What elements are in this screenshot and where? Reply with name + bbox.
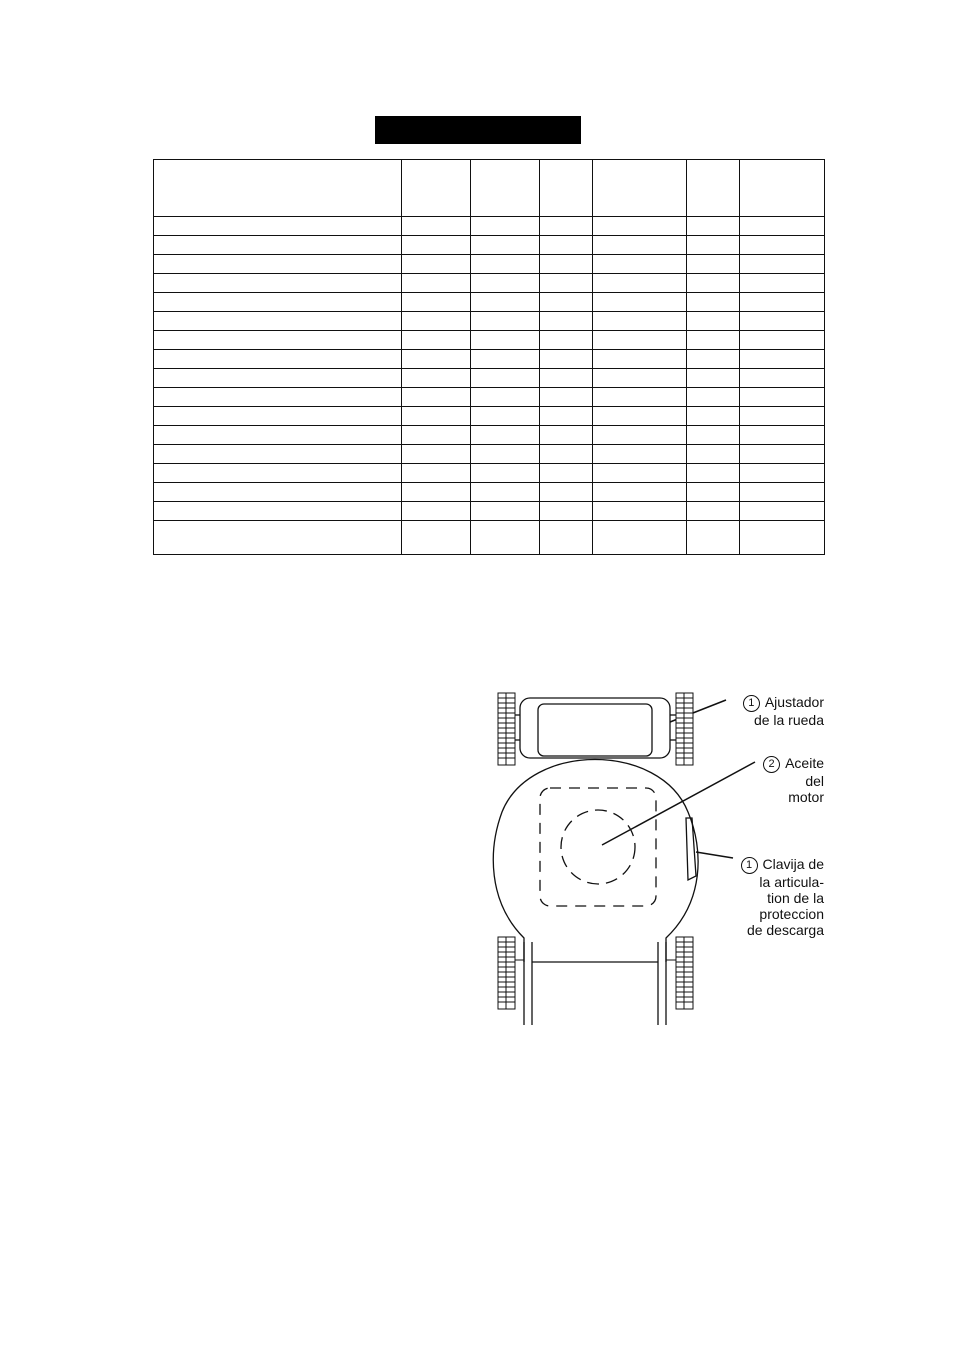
table-cell — [154, 293, 402, 312]
table-row — [154, 407, 825, 426]
table-row — [154, 217, 825, 236]
table-cell — [540, 274, 593, 293]
table-cell — [402, 274, 471, 293]
maintenance-schedule-table — [153, 159, 825, 555]
table-row — [154, 388, 825, 407]
table-cell — [593, 445, 687, 464]
table-cell — [687, 407, 740, 426]
discharge-guard-pin — [686, 818, 696, 880]
table-cell — [740, 160, 825, 217]
table-cell — [593, 350, 687, 369]
table-cell — [154, 312, 402, 331]
table-cell — [402, 160, 471, 217]
table-cell — [740, 350, 825, 369]
table-cell — [687, 521, 740, 555]
front-housing-inner — [538, 704, 652, 756]
table-cell — [402, 407, 471, 426]
table-cell — [540, 160, 593, 217]
callout-number-1: 1 — [741, 857, 758, 874]
table-cell — [740, 483, 825, 502]
table-cell — [687, 388, 740, 407]
table-cell — [593, 502, 687, 521]
table-cell — [740, 236, 825, 255]
table-cell — [540, 331, 593, 350]
table-cell — [687, 217, 740, 236]
table-cell — [154, 274, 402, 293]
table-cell — [740, 274, 825, 293]
label-wheel-adjuster: 1 Ajustador de la rueda — [743, 694, 824, 728]
table-cell — [471, 160, 540, 217]
table-row — [154, 274, 825, 293]
table-cell — [540, 350, 593, 369]
wheel-rear-right — [676, 937, 693, 1009]
table-cell — [740, 445, 825, 464]
table-cell — [154, 255, 402, 274]
label-engine-oil: 2 Aceite del motor — [763, 755, 824, 805]
table-cell — [154, 483, 402, 502]
table-cell — [687, 445, 740, 464]
table-cell — [740, 426, 825, 445]
table-cell — [687, 350, 740, 369]
table-cell — [687, 236, 740, 255]
table-cell — [540, 236, 593, 255]
table-cell — [687, 160, 740, 217]
table-cell — [593, 426, 687, 445]
table-cell — [402, 388, 471, 407]
table-cell — [402, 369, 471, 388]
table-cell — [154, 521, 402, 555]
table-cell — [593, 483, 687, 502]
table-body — [154, 160, 825, 555]
handle-bar-right — [658, 942, 666, 1025]
table-cell — [471, 217, 540, 236]
engine-outline — [540, 788, 656, 906]
table-row — [154, 236, 825, 255]
table-cell — [687, 312, 740, 331]
table-row — [154, 483, 825, 502]
table-cell — [540, 312, 593, 331]
table-row — [154, 426, 825, 445]
table-cell — [740, 312, 825, 331]
table-cell — [154, 217, 402, 236]
table-cell — [154, 331, 402, 350]
table-cell — [687, 502, 740, 521]
table-cell — [593, 255, 687, 274]
table-cell — [593, 217, 687, 236]
table-cell — [687, 369, 740, 388]
table-cell — [154, 388, 402, 407]
table-cell — [471, 331, 540, 350]
table-cell — [593, 369, 687, 388]
table-cell — [471, 445, 540, 464]
table-cell — [471, 483, 540, 502]
table-cell — [402, 236, 471, 255]
table-row — [154, 502, 825, 521]
table-cell — [740, 521, 825, 555]
table-cell — [471, 502, 540, 521]
front-housing — [520, 698, 670, 758]
table-cell — [687, 483, 740, 502]
table-cell — [154, 160, 402, 217]
table-cell — [740, 502, 825, 521]
table-header-row — [154, 160, 825, 217]
table-cell — [593, 388, 687, 407]
table-cell — [471, 255, 540, 274]
table-cell — [402, 217, 471, 236]
table-cell — [154, 236, 402, 255]
table-cell — [687, 464, 740, 483]
table-cell — [740, 464, 825, 483]
table-cell — [740, 369, 825, 388]
table-cell — [471, 350, 540, 369]
callout-number-1: 1 — [743, 695, 760, 712]
table-row — [154, 312, 825, 331]
wheel-front-left — [498, 693, 515, 765]
table-cell — [154, 464, 402, 483]
table-cell — [740, 407, 825, 426]
table-cell — [740, 217, 825, 236]
table-cell — [402, 464, 471, 483]
table-cell — [471, 426, 540, 445]
table-cell — [402, 521, 471, 555]
table-cell — [540, 445, 593, 464]
table-row — [154, 293, 825, 312]
table-cell — [471, 369, 540, 388]
table-cell — [540, 369, 593, 388]
section-title-bar — [375, 116, 581, 144]
table-row — [154, 350, 825, 369]
table-cell — [593, 407, 687, 426]
table-cell — [471, 388, 540, 407]
table-cell — [471, 236, 540, 255]
table-row — [154, 255, 825, 274]
label-discharge-guard-pin: 1 Clavija de la articula- tion de la proteccion de descarga — [741, 856, 824, 938]
table-cell — [402, 312, 471, 331]
table-cell — [402, 483, 471, 502]
table-cell — [593, 274, 687, 293]
table-cell — [402, 293, 471, 312]
table-cell — [402, 445, 471, 464]
table-cell — [154, 350, 402, 369]
table-cell — [540, 255, 593, 274]
table-cell — [540, 521, 593, 555]
table-row — [154, 331, 825, 350]
table-cell — [540, 217, 593, 236]
handle-bar-left — [524, 942, 532, 1025]
table-cell — [687, 255, 740, 274]
table-cell — [471, 274, 540, 293]
table-cell — [593, 160, 687, 217]
table-cell — [540, 426, 593, 445]
table-cell — [402, 255, 471, 274]
table-cell — [402, 350, 471, 369]
table-cell — [740, 388, 825, 407]
engine-oil-cap — [561, 810, 635, 884]
table-cell — [471, 293, 540, 312]
table-cell — [154, 502, 402, 521]
table-row — [154, 464, 825, 483]
table-cell — [593, 236, 687, 255]
table-cell — [471, 312, 540, 331]
table-cell — [540, 293, 593, 312]
table-cell — [471, 521, 540, 555]
table-cell — [154, 426, 402, 445]
table-cell — [687, 426, 740, 445]
table-cell — [740, 255, 825, 274]
table-cell — [154, 369, 402, 388]
table-cell — [687, 293, 740, 312]
table-cell — [402, 331, 471, 350]
table-cell — [593, 293, 687, 312]
table-cell — [540, 388, 593, 407]
table-cell — [154, 407, 402, 426]
table-cell — [540, 502, 593, 521]
table-cell — [687, 331, 740, 350]
table-cell — [593, 312, 687, 331]
table-cell — [593, 521, 687, 555]
mower-top-view-diagram — [460, 680, 840, 1025]
table-row — [154, 521, 825, 555]
table-cell — [471, 464, 540, 483]
mower-illustration — [460, 680, 840, 1025]
wheel-rear-left — [498, 937, 515, 1009]
table-cell — [593, 331, 687, 350]
table-cell — [540, 483, 593, 502]
table-cell — [402, 426, 471, 445]
table-cell — [593, 464, 687, 483]
table-cell — [471, 407, 540, 426]
table-cell — [540, 464, 593, 483]
table-row — [154, 445, 825, 464]
table-cell — [740, 331, 825, 350]
table-cell — [687, 274, 740, 293]
callout-number-2: 2 — [763, 756, 780, 773]
table-cell — [154, 445, 402, 464]
mower-deck — [493, 760, 698, 963]
table-cell — [402, 502, 471, 521]
table-cell — [740, 293, 825, 312]
table-cell — [540, 407, 593, 426]
table-row — [154, 369, 825, 388]
wheel-front-right — [676, 693, 693, 765]
